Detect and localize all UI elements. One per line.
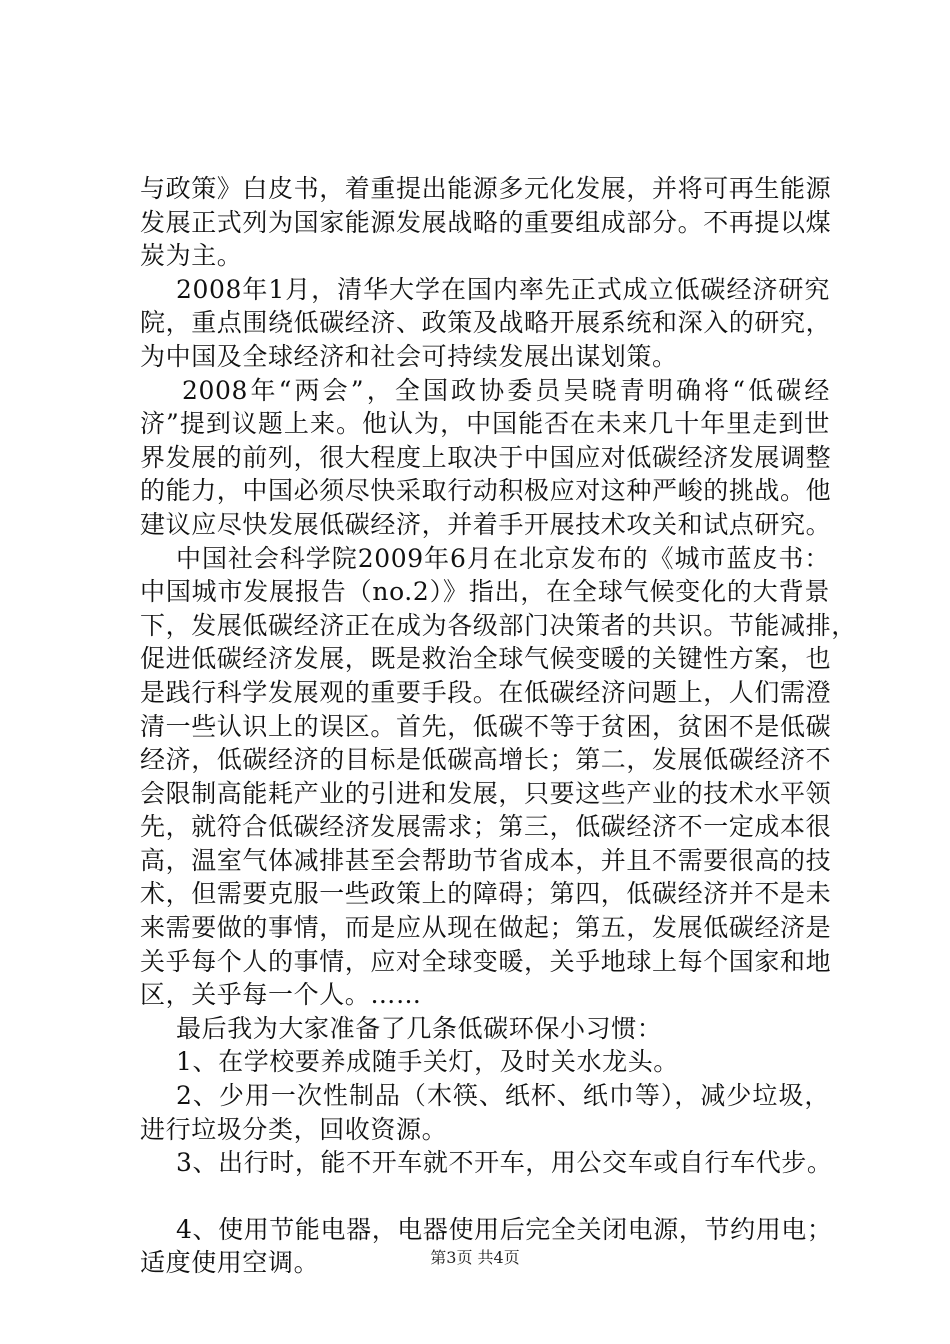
text-line: 经济，低碳经济的目标是低碳高增长；第二，发展低碳经济不 xyxy=(140,745,832,775)
text-line: 与政策》白皮书，着重提出能源多元化发展，并将可再生能源 xyxy=(140,174,832,203)
text-line: 术，但需要克服一些政策上的障碍；第四，低碳经济并不是未 xyxy=(140,879,832,909)
text-line: 促进低碳经济发展，既是救治全球气候变暖的关键性方案，也 xyxy=(140,644,832,674)
text-line: 是践行科学发展观的重要手段。在低碳经济问题上，人们需澄 xyxy=(140,677,832,707)
text-line: 清一些认识上的误区。首先，低碳不等于贫困，贫困不是低碳 xyxy=(140,711,832,741)
text-line: 炭为主。 xyxy=(140,241,243,271)
paragraph-2 xyxy=(140,273,830,374)
habit-item-1 xyxy=(140,1045,830,1079)
text-line: 区，关乎每一个人。…… xyxy=(140,980,422,1010)
text-line: 界发展的前列，很大程度上取决于中国应对低碳经济发展调整 xyxy=(140,442,832,472)
text-line: 中国城市发展报告（no.2）》指出，在全球气候变化的大背景 xyxy=(140,577,830,607)
text-line: 2008年1月，清华大学在国内率先正式成立低碳经济研究 xyxy=(176,274,830,304)
text-line: 济”提到议题上来。他认为，中国能否在未来几十年里走到世 xyxy=(140,409,830,439)
text-line: 院，重点围绕低碳经济、政策及战略开展系统和深入的研究， xyxy=(140,308,832,338)
body-text xyxy=(140,172,857,1280)
text-line: 中国社会科学院2009年6月在北京发布的《城市蓝皮书： xyxy=(176,543,830,573)
blank-line xyxy=(140,1180,830,1213)
text-line: 1、在学校要养成随手关灯，及时关水龙头。 xyxy=(176,1047,679,1077)
text-line: 进行垃圾分类，回收资源。 xyxy=(140,1114,448,1144)
paragraph-4 xyxy=(140,542,857,1012)
text-line: 会限制高能耗产业的引进和发展，只要这些产业的技术水平领 xyxy=(140,778,832,808)
text-line: 3、出行时，能不开车就不开车，用公交车或自行车代步。 xyxy=(176,1148,833,1178)
text-line: 2、少用一次性制品（木筷、纸杯、纸巾等），减少垃圾， xyxy=(176,1081,830,1111)
habit-item-2 xyxy=(140,1079,830,1146)
text-line: 发展正式列为国家能源发展战略的重要组成部分。不再提以煤 xyxy=(140,207,832,237)
text-line: 建议应尽快发展低碳经济，并着手开展技术攻关和试点研究。 xyxy=(140,509,832,539)
paragraph-3 xyxy=(140,374,830,542)
text-line: 来需要做的事情，而是应从现在做起；第五，发展低碳经济是 xyxy=(140,913,832,943)
habit-item-3 xyxy=(140,1146,833,1180)
text-line: 为中国及全球经济和社会可持续发展出谋划策。 xyxy=(140,341,678,371)
text-line: 关乎每个人的事情，应对全球变暖，关乎地球上每个国家和地 xyxy=(140,946,832,976)
text-line: 的能力，中国必须尽快采取行动积极应对这种严峻的挑战。他 xyxy=(140,476,832,506)
page-number-footer: 第3页 共4页 xyxy=(430,1248,520,1267)
text-line: 适度使用空调。 xyxy=(140,1248,320,1278)
text-line: 最后我为大家准备了几条低碳环保小习惯： xyxy=(176,1013,663,1043)
paragraph-5 xyxy=(140,1012,830,1046)
text-line: 下，发展低碳经济正在成为各级部门决策者的共识。节能减排， xyxy=(140,610,857,640)
text-line: 2008年“两会”，全国政协委员吴晓青明确将“低碳经 xyxy=(182,375,830,405)
text-line: 先，就符合低碳经济发展需求；第三，低碳经济不一定成本很 xyxy=(140,812,832,842)
paragraph-1 xyxy=(140,172,830,273)
text-line: 4、使用节能电器，电器使用后完全关闭电源，节约用电； xyxy=(176,1214,833,1244)
text-line: 高，温室气体减排甚至会帮助节省成本，并且不需要很高的技 xyxy=(140,845,832,875)
